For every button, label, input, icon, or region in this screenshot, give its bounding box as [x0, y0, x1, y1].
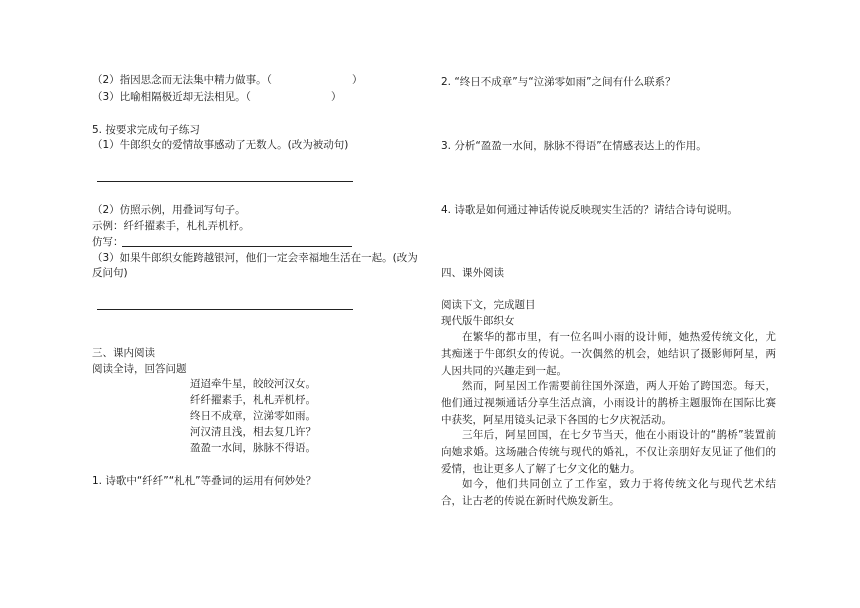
story-title: 现代版牛郎织女 — [441, 315, 515, 327]
story-paragraph: 如今，他们共同创立了工作室，致力于将传统文化与现代艺术结合，让古老的传说在新时代焕发新生。 — [441, 478, 776, 507]
poem-line: 终日不成章，泣涕零如雨。 — [190, 410, 316, 422]
poem-line: 纤纤擢素手，札札弄机杼。 — [190, 394, 316, 406]
story-paragraph: 在繁华的都市里，有一位名叫小雨的设计师，她热爱传统文化，尤其痴迷于牛郎织女的传说。一次偶然的机会，她结识了摄影师阿星，两人因共同的兴趣走到一起。 — [441, 331, 776, 377]
question-1: 1. 诗歌中“纤纤”“札札”等叠词的运用有何妙处？ — [92, 475, 317, 487]
answer-line[interactable] — [97, 181, 353, 182]
answer-line[interactable] — [97, 309, 353, 310]
question-2-item-3-text: （3）比喻相隔极近却无法相见。（ — [92, 91, 251, 103]
question-5-imitate-label: 仿写： — [92, 236, 124, 248]
poem-line: 盈盈一水间，脉脉不得语。 — [190, 442, 316, 454]
question-5-item-3-line1: （3）如果牛郎织女能跨越银河，他们一定会幸福地生活在一起。(改为 — [92, 252, 418, 264]
question-5-example: 示例：纤纤擢素手，札札弄机杼。 — [92, 220, 250, 232]
question-5-title: 5. 按要求完成句子练习 — [92, 124, 200, 136]
question-2-item-3 — [92, 90, 341, 104]
story-paragraph: 然而，阿星因工作需要前往国外深造，两人开始了跨国恋。每天，他们通过视频通话分享生活点滴，小雨设计的鹊桥主题服饰在国际比赛中获奖，阿星用镜头记录下各国的七夕庆祝活动。 — [441, 380, 776, 426]
section-4-instruction: 阅读下文，完成题目 — [441, 299, 536, 311]
section-3-instruction: 阅读全诗，回答问题 — [92, 363, 187, 375]
poem-line: 河汉清且浅，相去复几许？ — [190, 426, 316, 438]
imitate-answer-line[interactable] — [122, 246, 352, 247]
question-4: 4. 诗歌是如何通过神话传说反映现实生活的？请结合诗句说明。 — [441, 204, 738, 216]
question-5-item-1: （1）牛郎织女的爱情故事感动了无数人。(改为被动句) — [92, 139, 349, 151]
bracket-close: ） — [351, 74, 363, 86]
poem-line: 迢迢牵牛星，皎皎河汉女。 — [190, 378, 316, 390]
story-paragraph: 三年后，阿星回国，在七夕节当天，他在小雨设计的“鹊桥”装置前向她求婚。这场融合传统与现代的婚礼，不仅让亲朋好友见证了他们的爱情，也让更多人了解了七夕文化的魅力。 — [441, 429, 776, 475]
bracket-close: ） — [330, 91, 342, 103]
question-5-item-2: （2）仿照示例，用叠词写句子。 — [92, 204, 246, 216]
section-4-title: 四、课外阅读 — [441, 267, 504, 279]
section-3-title: 三、课内阅读 — [92, 347, 155, 359]
question-2: 2. “终日不成章”与“泣涕零如雨”之间有什么联系？ — [441, 76, 676, 88]
question-2-item-2-text: （2）指因思念而无法集中精力做事。（ — [92, 74, 272, 86]
question-5-item-3-line2: 反问句) — [92, 267, 128, 279]
question-2-item-2 — [92, 73, 362, 87]
question-3: 3. 分析“盈盈一水间，脉脉不得语”在情感表达上的作用。 — [441, 140, 707, 152]
